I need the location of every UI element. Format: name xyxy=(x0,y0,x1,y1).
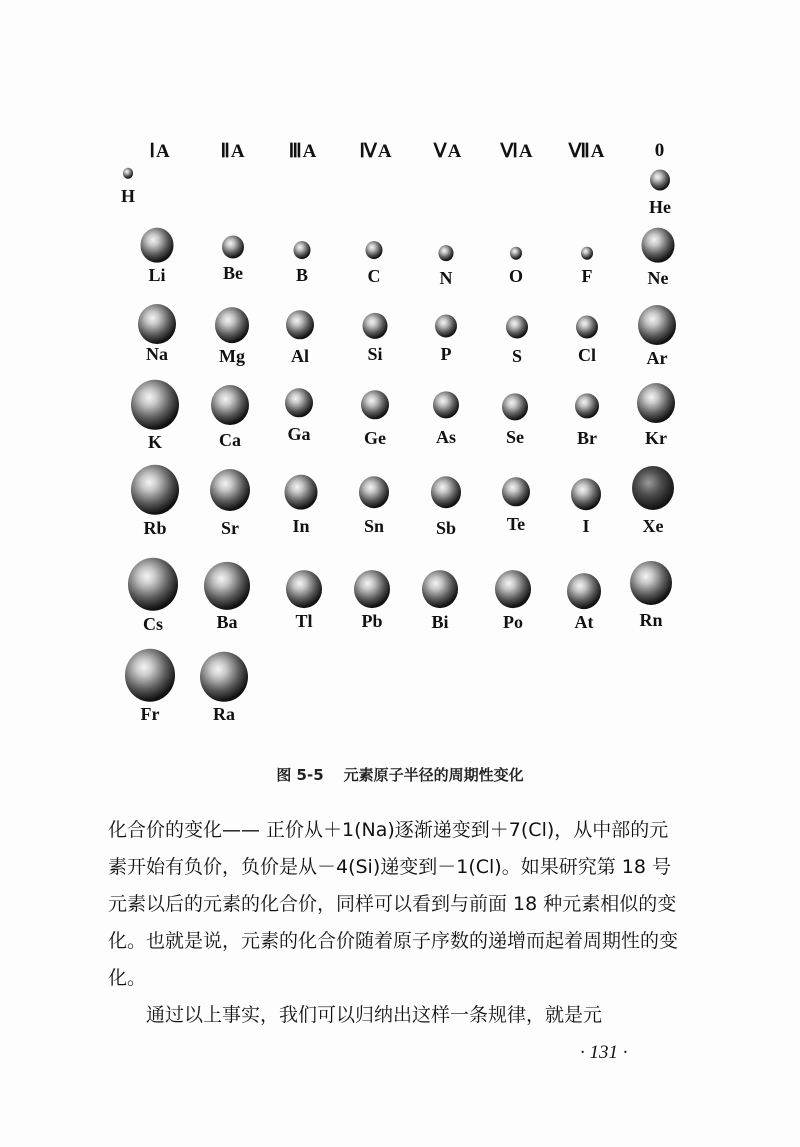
atom-sphere-icon xyxy=(435,314,457,337)
element-symbol: B xyxy=(295,265,309,285)
element-symbol: Ba xyxy=(216,612,238,632)
atom-sphere-icon xyxy=(506,315,528,338)
element-symbol: Li xyxy=(148,265,166,285)
atom-sphere-icon xyxy=(361,390,389,419)
atom-sphere-icon xyxy=(359,476,389,508)
element-symbol: Sn xyxy=(363,516,385,536)
atom-sphere-icon xyxy=(495,570,531,608)
element-symbol: Rn xyxy=(639,610,663,630)
atom-sphere-icon xyxy=(131,380,179,430)
atom-sphere-icon xyxy=(632,466,674,510)
atom-sphere-icon xyxy=(204,562,250,610)
paragraph: 通过以上事实，我们可以归纳出这样一条规律，就是元 xyxy=(146,1004,603,1026)
body-text xyxy=(108,812,680,1034)
atom-sphere-icon xyxy=(567,573,601,609)
element-symbol: Te xyxy=(506,514,526,534)
element-symbol: Si xyxy=(367,344,383,364)
figure-title: 元素原子半径的周期性变化 xyxy=(343,766,524,784)
atom-sphere-icon xyxy=(285,475,318,510)
element-symbol: C xyxy=(367,266,381,286)
group-header: ⅡA xyxy=(220,141,246,162)
group-header: ⅤA xyxy=(433,141,463,162)
element-symbol: Tl xyxy=(295,611,313,631)
atom-sphere-icon xyxy=(123,168,133,179)
atom-sphere-icon xyxy=(215,307,249,343)
element-symbol: Fr xyxy=(140,704,160,724)
element-symbol: In xyxy=(292,516,310,536)
atom-sphere-icon xyxy=(502,393,528,420)
element-symbol: Ra xyxy=(213,704,235,724)
element-symbol: Bi xyxy=(431,612,449,632)
atom-sphere-icon xyxy=(200,652,248,702)
atom-sphere-icon xyxy=(286,570,322,608)
element-symbol: F xyxy=(581,266,593,286)
group-header: 0 xyxy=(654,140,666,161)
element-symbol: As xyxy=(435,427,457,447)
element-symbol: S xyxy=(511,346,523,366)
figure-number: 图 5-5 xyxy=(276,766,324,784)
element-symbol: Na xyxy=(146,344,168,364)
atom-sphere-icon xyxy=(363,313,388,339)
element-symbol: H xyxy=(120,186,136,206)
element-symbol: Ca xyxy=(219,430,241,450)
group-header: ⅠA xyxy=(149,141,171,162)
element-symbol: I xyxy=(582,516,590,536)
element-symbol: Cl xyxy=(578,345,596,365)
element-symbol: He xyxy=(649,197,671,217)
atom-sphere-icon xyxy=(354,570,390,608)
atom-sphere-icon xyxy=(637,383,675,423)
element-symbol: Cs xyxy=(142,614,164,634)
group-header: ⅥA xyxy=(500,141,534,162)
element-symbol: Mg xyxy=(219,346,245,366)
atom-sphere-icon xyxy=(502,477,530,506)
element-symbol: At xyxy=(574,612,594,632)
atom-sphere-icon xyxy=(642,228,675,263)
atom-sphere-icon xyxy=(510,247,522,260)
atom-sphere-icon xyxy=(211,385,249,425)
figure-caption xyxy=(0,764,800,785)
atom-sphere-icon xyxy=(431,476,461,508)
atom-sphere-icon xyxy=(575,393,599,418)
atom-sphere-icon xyxy=(138,304,176,344)
atom-sphere-icon xyxy=(285,388,313,417)
element-symbol: Pb xyxy=(361,611,383,631)
element-symbol: K xyxy=(147,432,163,452)
group-header: ⅢA xyxy=(288,141,318,162)
paragraph: 化合价的变化—— 正价从＋1(Na)逐渐递变到＋7(Cl)，从中部的元素开始有负价，负价是从－4(Si)递变到－1(Cl)。如果研究第 18 号元素以后的元素的化合价，同样可以看到与前面 18 种元素相似的变化。也就是说，元素的化合价随着原子序数的递增而起着周期性的变化。 xyxy=(108,819,679,989)
atom-sphere-icon xyxy=(294,241,311,259)
page-number: · 131 · xyxy=(580,1042,628,1063)
atom-sphere-icon xyxy=(581,247,593,260)
atom-sphere-icon xyxy=(650,170,670,191)
atom-sphere-icon xyxy=(638,305,676,345)
element-symbol: Rb xyxy=(143,518,167,538)
element-symbol: Ar xyxy=(646,348,668,368)
group-header: ⅣA xyxy=(359,141,393,162)
element-symbol: Se xyxy=(506,427,524,447)
atom-sphere-icon xyxy=(141,228,174,263)
atom-sphere-icon xyxy=(210,469,250,511)
element-symbol: Br xyxy=(577,428,597,448)
element-symbol: N xyxy=(439,268,453,288)
element-symbol: Ga xyxy=(287,424,311,444)
atom-sphere-icon xyxy=(222,235,244,258)
atom-sphere-icon xyxy=(439,245,454,261)
element-symbol: Po xyxy=(503,612,523,632)
element-symbol: O xyxy=(508,266,524,286)
atom-sphere-icon xyxy=(422,570,458,608)
atom-sphere-icon xyxy=(571,478,601,510)
element-symbol: Ne xyxy=(647,268,669,288)
element-symbol: Sr xyxy=(221,518,239,538)
atom-sphere-icon xyxy=(366,241,383,259)
atom-sphere-icon xyxy=(576,315,598,338)
element-symbol: Al xyxy=(291,346,309,366)
atom-sphere-icon xyxy=(286,310,314,339)
atom-sphere-icon xyxy=(433,391,459,418)
atom-sphere-icon xyxy=(630,561,672,605)
group-header: ⅦA xyxy=(568,141,606,162)
atom-sphere-icon xyxy=(131,465,179,515)
atom-sphere-icon xyxy=(125,649,175,702)
element-symbol: Ge xyxy=(364,428,386,448)
element-symbol: Be xyxy=(223,263,243,283)
element-symbol: Kr xyxy=(645,428,667,448)
atom-sphere-icon xyxy=(128,558,178,611)
element-symbol: Xe xyxy=(642,516,664,536)
element-symbol: P xyxy=(440,344,452,364)
element-symbol: Sb xyxy=(435,518,457,538)
